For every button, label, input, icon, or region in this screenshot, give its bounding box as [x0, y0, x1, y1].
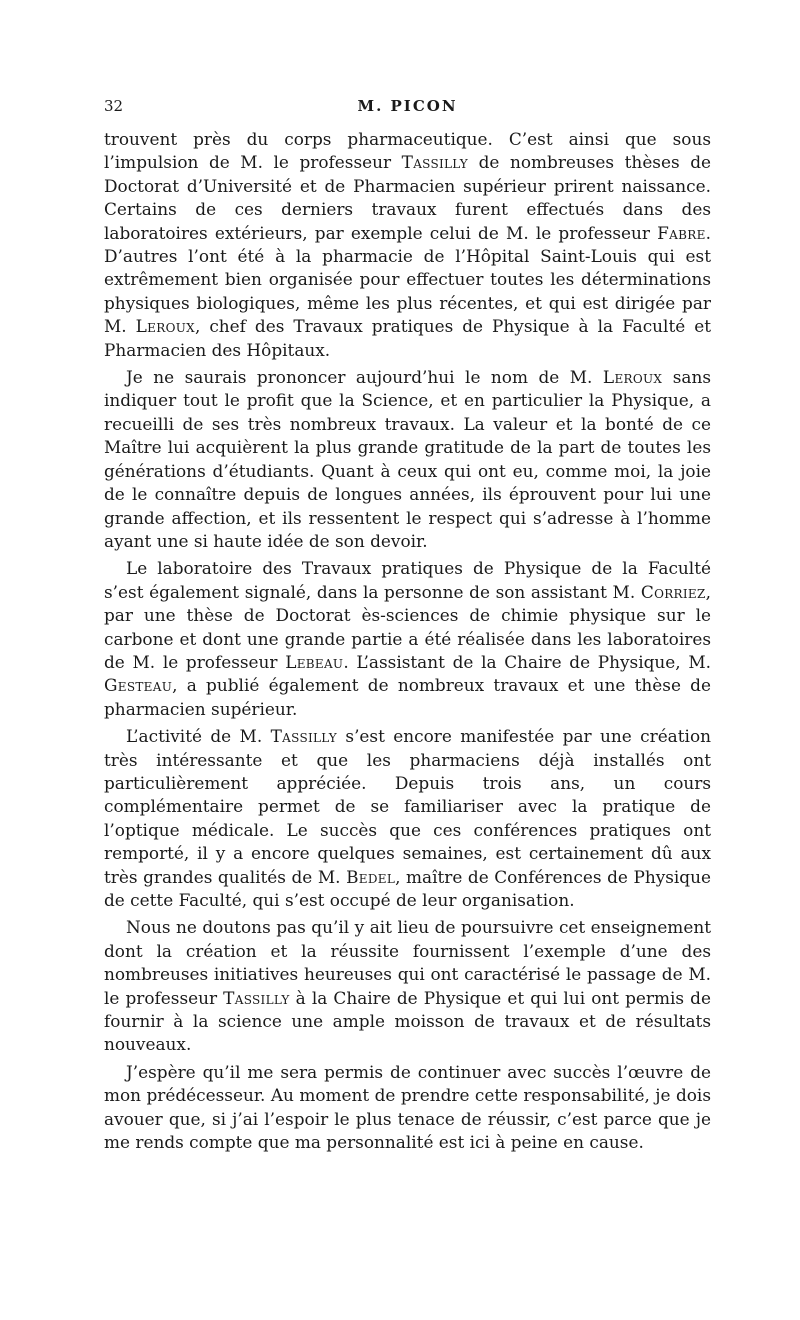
paragraph	[104, 366, 711, 553]
person-name: Tassilly	[223, 987, 290, 1008]
paragraph	[104, 557, 711, 721]
text-run: trouvent près du corps pharmaceutique. C’est ainsi que sous l’impulsion de M. le professeur	[104, 129, 711, 173]
page-header	[104, 96, 711, 120]
text-run: Je ne saurais prononcer aujourd’hui le nom de M.	[126, 367, 603, 388]
person-name: Gesteau	[104, 675, 173, 696]
text-run: sans indiquer tout le profit que la Science, et en particulier la Physique, a recueilli de ses très nombreux travaux. La valeur et la bonté de ce Maître lui acquièrent la plus grande gratitude de la part de toutes les générations d’étudiants. Quant à ceux qui ont eu, comme moi, la joie de le connaître depuis de longues années, ils éprouvent pour lui une grande affection, et ils ressentent le respect qui s’adresse à l’homme ayant une si haute idée de son devoir.	[104, 367, 712, 551]
text-run: . D’autres l’ont été à la pharmacie de l’Hôpital Saint-Louis qui est extrêmement bien organisée pour effectuer toutes les déterminations physiques biologiques, même les plus récentes, et qui est dirigée par M.	[104, 222, 711, 337]
person-name: Leroux	[135, 316, 195, 337]
body-text	[104, 128, 711, 1158]
text-run: , a publié également de nombreux travaux et une thèse de pharmacien supérieur.	[104, 675, 711, 719]
person-name: Fabre	[657, 222, 706, 243]
text-run: L’activité de M.	[126, 726, 271, 747]
page-number: 32	[104, 97, 124, 115]
person-name: Corriez	[640, 581, 706, 602]
person-name: Bedel	[346, 866, 396, 887]
text-run: s’est encore manifestée par une création très intéressante et que les pharmaciens déjà installés ont particulièrement appréciée. Depuis trois ans, un cours complémentaire permet de se familiariser avec la pratique de l’optique médicale. Le succès que ces conférences pratiques ont remporté, il y a encore quelques semaines, est certainement dû aux très grandes qualités de M.	[104, 726, 711, 887]
text-run: Nous ne doutons pas qu’il y ait lieu de poursuivre cet enseignement dont la création et la réussite fournissent l’exemple d’une des nombreuses initiatives heureuses qui ont caractérisé le passage de M. le professeur	[104, 917, 711, 1008]
text-run: . L’assistant de la Chaire de Physique, M.	[343, 651, 711, 672]
paragraph	[104, 725, 711, 912]
text-run: , maître de Conférences de Physique de cette Faculté, qui s’est occupé de leur organisation.	[104, 866, 711, 910]
paragraph	[104, 128, 711, 362]
text-run: à la Chaire de Physique et qui lui ont permis de fournir à la science une ample moisson de travaux et de résultats nouveaux.	[104, 987, 711, 1055]
person-name: Tassilly	[270, 726, 338, 747]
paragraph	[104, 1061, 711, 1155]
person-name: Tassilly	[401, 152, 469, 173]
text-run: , par une thèse de Doctorat ès-sciences de chimie physique sur le carbone et dont une grande partie a été réalisée dans les laboratoires de M. le professeur	[104, 581, 711, 672]
text-run: Le laboratoire des Travaux pratiques de Physique de la Faculté s’est également signalé, dans la personne de son assistant M.	[104, 558, 711, 602]
text-run: de nombreuses thèses de Doctorat d’Université et de Pharmacien supérieur prirent naissance. Certains de ces derniers travaux furent effectués dans des laboratoires extérieurs, par exemple celui de M. le professeur	[104, 152, 712, 243]
text-run: , chef des Travaux pratiques de Physique à la Faculté et Pharmacien des Hôpitaux.	[104, 316, 711, 360]
paragraph	[104, 916, 711, 1056]
text-run: J’espère qu’il me sera permis de continuer avec succès l’œuvre de mon prédécesseur. Au moment de prendre cette responsabilité, je dois avouer que, si j’ai l’espoir le plus tenace de réussir, c’est parce que je me rends compte que ma personnalité est ici à peine en cause.	[104, 1061, 711, 1153]
person-name: Leroux	[602, 367, 663, 388]
person-name: Lebeau	[285, 651, 344, 672]
running-head: M. PICON	[357, 97, 458, 115]
